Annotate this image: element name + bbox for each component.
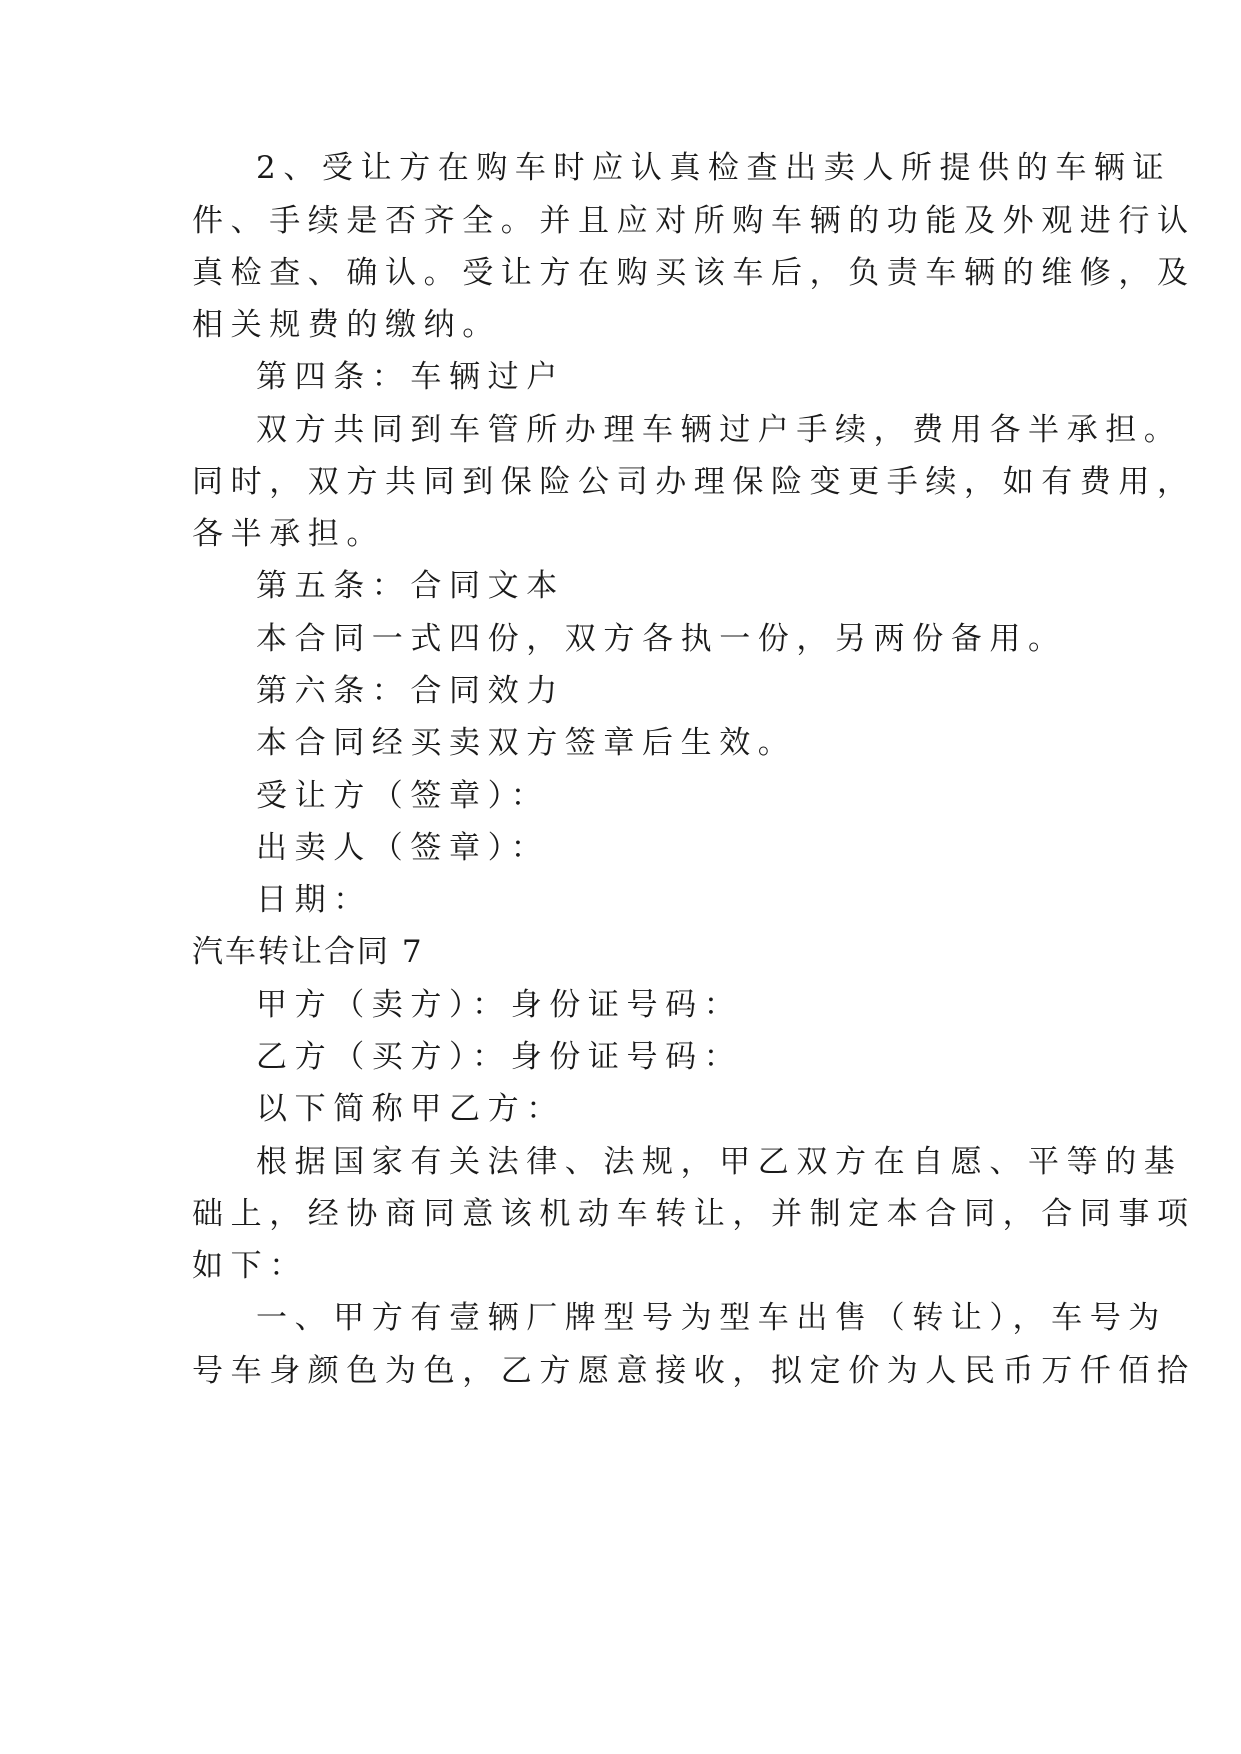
date-label: 日期： — [256, 882, 372, 918]
paragraph-line: 真检查、确认。受让方在购买该车后，负责车辆的维修，及 — [192, 255, 1196, 291]
article-heading: 第四条：车辆过户 — [256, 359, 565, 395]
paragraph-line: 双方共同到车管所办理车辆过户手续，费用各半承担。 — [256, 412, 1183, 448]
paragraph-line: 同时，双方共同到保险公司办理保险变更手续，如有费用， — [192, 464, 1196, 500]
paragraph-line: 如下： — [192, 1248, 308, 1284]
article-heading: 第五条：合同文本 — [256, 568, 565, 604]
contract-title: 汽车转让合同 7 — [192, 934, 424, 970]
paragraph-line: 2、受让方在购车时应认真检查出卖人所提供的车辆证 — [256, 150, 1172, 186]
short-name-line: 以下简称甲乙方： — [256, 1091, 565, 1127]
paragraph-line: 号车身颜色为色，乙方愿意接收，拟定价为人民币万仟佰拾 — [192, 1353, 1196, 1389]
signature-buyer-label: 受让方（签章）： — [256, 778, 550, 814]
signature-seller-label: 出卖人（签章）： — [256, 830, 550, 866]
party-a-line: 甲方（卖方）：身份证号码： — [256, 987, 743, 1023]
paragraph-line: 根据国家有关法律、法规，甲乙双方在自愿、平等的基 — [256, 1144, 1183, 1180]
paragraph-line: 件、手续是否齐全。并且应对所购车辆的功能及外观进行认 — [192, 203, 1196, 239]
paragraph-line: 相关规费的缴纳。 — [192, 307, 501, 343]
paragraph-line: 一、甲方有壹辆厂牌型号为型车出售（转让），车号为 — [256, 1300, 1167, 1336]
paragraph-line: 础上，经协商同意该机动车转让，并制定本合同，合同事项 — [192, 1196, 1196, 1232]
article-heading: 第六条：合同效力 — [256, 673, 565, 709]
party-b-line: 乙方（买方）：身份证号码： — [256, 1039, 743, 1075]
paragraph-line: 本合同一式四份，双方各执一份，另两份备用。 — [256, 621, 1067, 657]
paragraph-line: 本合同经买卖双方签章后生效。 — [256, 725, 797, 761]
paragraph-line: 各半承担。 — [192, 516, 385, 552]
